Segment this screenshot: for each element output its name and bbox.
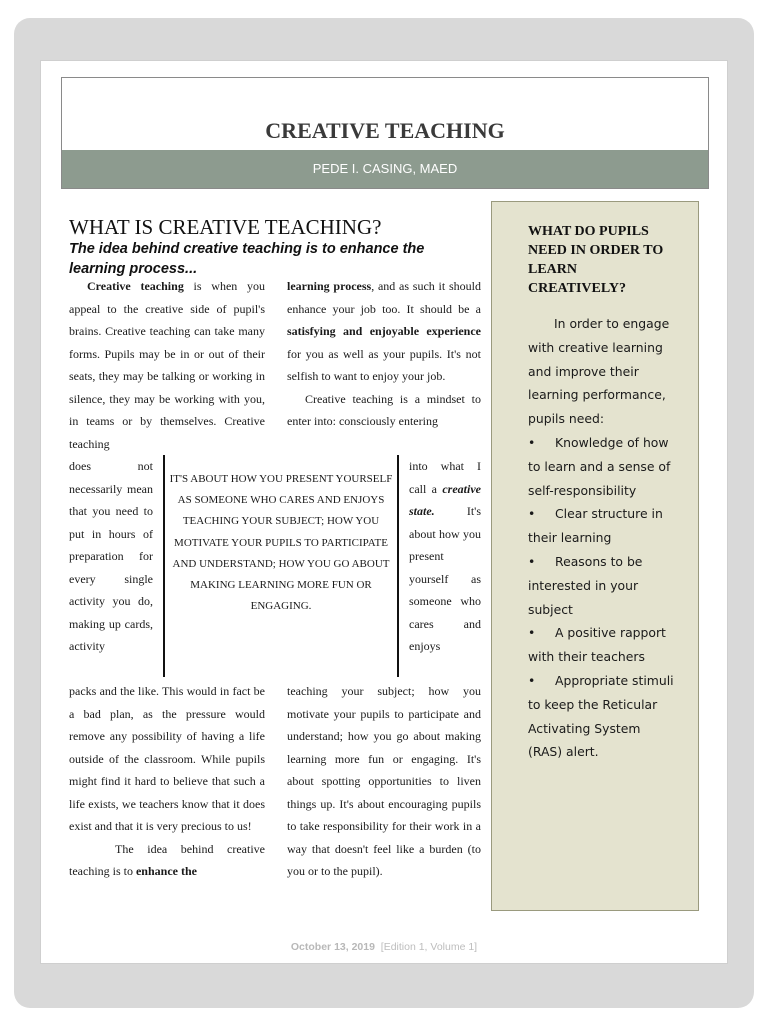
lead-bold: Creative teaching [87, 279, 184, 293]
article-subheading: The idea behind creative teaching is to enhance the learning process... [69, 241, 425, 277]
footer-edition: [Edition 1, Volume 1] [380, 941, 478, 953]
col2-text2: for you as well as your pupils. It's not selfish to want to enjoy your job. [287, 346, 481, 383]
sidebar-box [491, 201, 699, 911]
sidebar-intro: In order to engage with creative learning and improve their learning performance, pupils need: [528, 316, 670, 427]
col1-bot-text2: The idea behind creative teaching is to [69, 841, 265, 878]
col1-top-text: is when you appeal to the creative side of pupil's brains. Creative teaching can take many forms. Pupils may be in or out of their seats, they may be talking or working in silence, they may be working with you, in teams or by themselves. Creative teaching [69, 279, 266, 451]
sidebar-bullet: • Appropriate stimuli to keep the Reticular Activating System (RAS) alert. [528, 672, 674, 760]
column-2-top [287, 275, 481, 433]
article-heading: WHAT IS CREATIVE TEACHING? [69, 215, 382, 239]
sidebar-bullet: • A positive rapport with their teachers [528, 625, 666, 665]
col2-mid-text1: into what I call a [409, 459, 481, 496]
col2-text3: Creative teaching is a mindset to enter into: consciously entering [287, 391, 481, 428]
sidebar-bullet: • Knowledge of how to learn and a sense of self-responsibility [528, 434, 671, 498]
col2-bot-text: teaching your subject; how you motivate your pupils to participate and understand; how you go about making learning more fun or engaging. It's about spotting opportunities to liven things up. It's about encouraging pupils to take responsibility for their work in a way that doesn't feel like a burden (to you or to the pupil). [287, 684, 481, 878]
column-2-middle [409, 455, 481, 658]
col2-bold2: satisfying and enjoyable experience [287, 324, 481, 338]
sidebar-bullet: • Reasons to be interested in your subject [528, 553, 643, 617]
page-footer [41, 941, 727, 953]
col2-text1: , and as such it should enhance your job too. It should be a [287, 279, 481, 316]
column-1-bottom [69, 680, 265, 883]
newsletter-title: CREATIVE TEACHING [265, 118, 505, 143]
masthead [61, 77, 709, 189]
creative-state-emphasis: creative state. [409, 481, 481, 518]
sidebar-body [528, 312, 676, 764]
col1-bot-bold: enhance the [135, 864, 197, 878]
sidebar-title: WHAT DO PUPILS NEED IN ORDER TO LEARN CREATIVELY? [528, 224, 664, 296]
pull-quote: IT'S ABOUT HOW YOU PRESENT YOURSELF AS SOMEONE WHO CARES AND ENJOYS TEACHING YOUR SUBJECT; HOW YOU MOTIVATE YOUR PUPILS TO PARTICIPATE AND UNDERSTAND; HOW YOU GO ABOUT MAKING LEARNING MORE FUN OR ENGAGING. [163, 455, 399, 677]
author-byline: PEDE I. CASING, MAED [62, 150, 708, 188]
col1-mid-text: does not necessarily mean that you need to put in hours of preparation for every single activity you do, making up cards, activity [69, 459, 153, 653]
column-1-top [69, 275, 265, 455]
column-1-middle [69, 455, 153, 658]
col2-mid-text2: It's about how you present yourself as someone who cares and enjoys [409, 504, 481, 653]
col1-bot-text1: packs and the like. This would in fact be a bad plan, as the pressure would remove any possibility of having a life outside of the classroom. While pupils might find it hard to believe that such a life exists, we teachers know that it does exist and that it is very precious to us! [69, 684, 265, 833]
column-2-bottom [287, 680, 481, 883]
col2-bold1: learning process [287, 279, 372, 293]
newsletter-page [40, 60, 728, 964]
sidebar-bullet: • Clear structure in their learning [528, 506, 663, 546]
footer-date: October 13, 2019 [290, 941, 375, 953]
